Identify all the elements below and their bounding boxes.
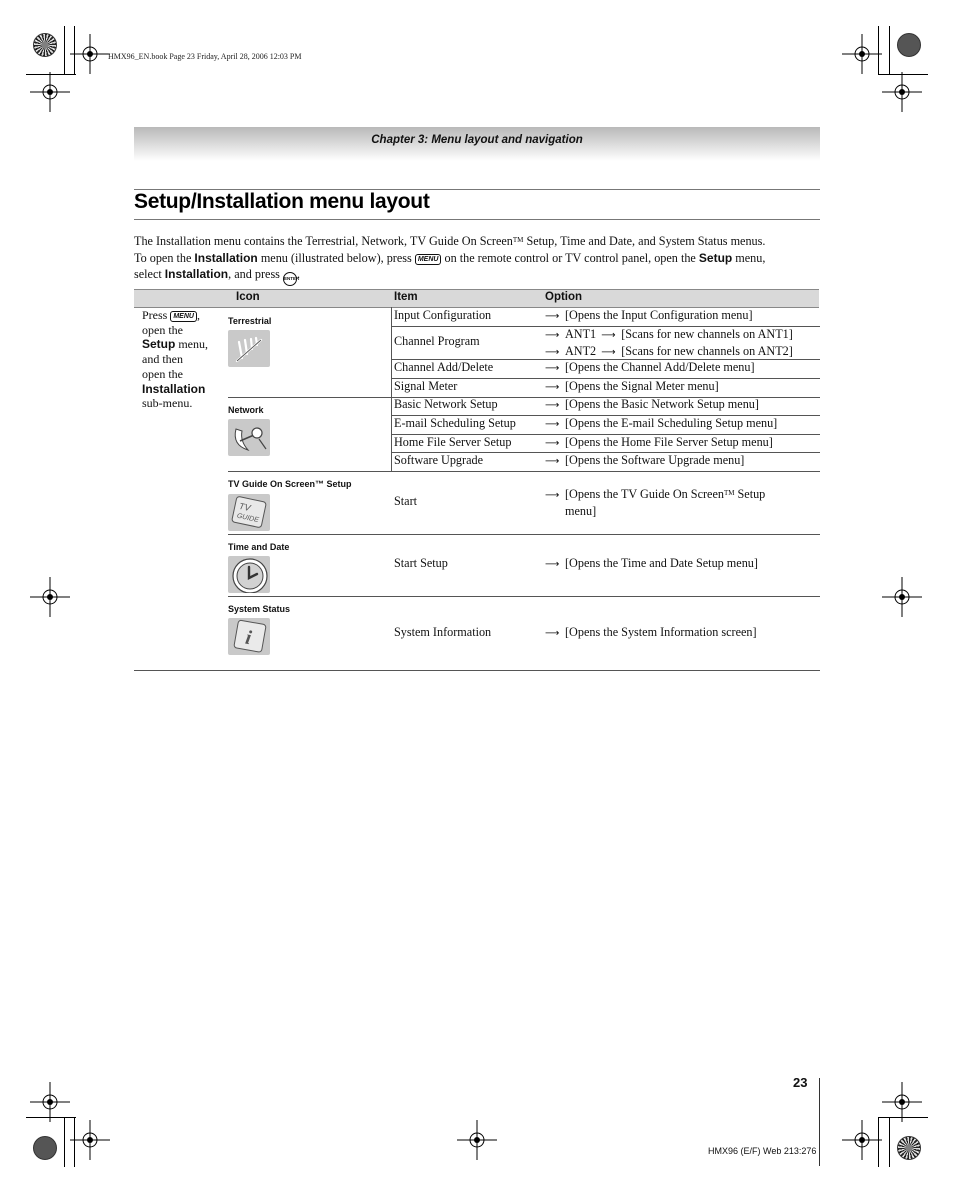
option-text: ANT1 bbox=[565, 327, 597, 341]
item-system-information: System Information bbox=[394, 625, 492, 639]
item-input-configuration: Input Configuration bbox=[394, 308, 492, 322]
option-cell bbox=[545, 397, 759, 414]
crosshair-icon bbox=[30, 577, 70, 617]
category-time-date: Time and Date bbox=[228, 542, 290, 552]
arrow-icon: ⟶ bbox=[545, 438, 560, 449]
arrow-icon: ⟶ bbox=[601, 346, 616, 358]
option-text: [Opens the Software Upgrade menu] bbox=[565, 453, 745, 467]
option-cell bbox=[545, 327, 793, 360]
option-cell bbox=[545, 625, 757, 642]
crosshair-icon bbox=[457, 1120, 497, 1160]
crosshair-icon bbox=[70, 1120, 110, 1160]
option-cell bbox=[545, 453, 744, 470]
category-terrestrial: Terrestrial bbox=[228, 316, 272, 326]
crosshair-icon bbox=[30, 1082, 70, 1122]
info-icon bbox=[228, 618, 270, 655]
arrow-icon: ⟶ bbox=[545, 456, 560, 467]
crosshair-icon bbox=[842, 34, 882, 74]
item-software-upgrade: Software Upgrade bbox=[394, 453, 484, 467]
tv-guide-icon-text: TV bbox=[238, 500, 252, 514]
intro-text: menu, bbox=[732, 250, 766, 265]
antenna-icon bbox=[228, 330, 270, 367]
option-cell bbox=[545, 556, 758, 573]
item-basic-network-setup: Basic Network Setup bbox=[394, 397, 498, 411]
arrow-icon: ⟶ bbox=[601, 330, 616, 341]
arrow-icon: ⟶ bbox=[545, 490, 560, 501]
column-header-option: Option bbox=[545, 291, 583, 303]
arrow-icon: ⟶ bbox=[545, 419, 560, 430]
option-text: [Opens the Channel Add/Delete menu] bbox=[565, 360, 755, 374]
footer-code: HMX96 (E/F) Web 213:276 bbox=[708, 1146, 817, 1156]
registration-target-icon bbox=[897, 33, 921, 57]
intro-text: select bbox=[134, 267, 165, 281]
option-text: [Scans for new channels on ANT2] bbox=[621, 343, 793, 358]
row-separator bbox=[228, 596, 820, 597]
option-text: [Opens the Home File Server Setup menu] bbox=[565, 435, 773, 449]
page-title: Setup/Installation menu layout bbox=[134, 190, 430, 213]
chapter-header bbox=[134, 127, 820, 161]
arrow-icon: ⟶ bbox=[545, 382, 560, 393]
table-bottom-rule bbox=[134, 670, 820, 671]
intro-text: To open the bbox=[134, 250, 195, 265]
arrow-icon: ⟶ bbox=[545, 346, 560, 358]
arrow-icon: ⟶ bbox=[545, 628, 560, 639]
trademark: TM bbox=[512, 236, 524, 244]
intro-text: . bbox=[296, 267, 301, 281]
row-separator bbox=[228, 471, 820, 472]
info-icon-text: i bbox=[243, 626, 254, 650]
menu-name: Setup bbox=[142, 337, 176, 352]
menu-name: Setup bbox=[698, 250, 733, 265]
item-channel-program: Channel Program bbox=[394, 334, 480, 348]
option-text: [Opens the Basic Network Setup menu] bbox=[565, 397, 759, 411]
menu-name: Installation bbox=[194, 250, 258, 265]
column-header-item: Item bbox=[394, 291, 418, 303]
registration-target-icon bbox=[897, 1136, 921, 1160]
intro-text: , and press bbox=[228, 267, 283, 281]
clock-icon bbox=[228, 556, 270, 593]
crop-line bbox=[64, 26, 65, 74]
registration-target-icon bbox=[33, 1136, 57, 1160]
instruction-cell bbox=[142, 308, 228, 411]
option-cell bbox=[545, 416, 777, 433]
option-text: ANT2 bbox=[565, 343, 597, 358]
menu-name: Installation bbox=[164, 267, 229, 281]
tv-guide-icon-text: GUIDE bbox=[236, 512, 260, 525]
crop-line bbox=[819, 1078, 820, 1166]
option-text: [Opens the TV Guide On Screen bbox=[565, 487, 724, 501]
intro-text: Setup, Time and Date, and System Status menus. bbox=[523, 234, 766, 248]
category-system-status: System Status bbox=[228, 604, 291, 614]
option-cell bbox=[545, 360, 755, 377]
crosshair-icon bbox=[842, 1120, 882, 1160]
arrow-icon: ⟶ bbox=[545, 311, 560, 322]
intro-text: menu (illustrated below), press bbox=[257, 250, 415, 265]
row-separator bbox=[228, 534, 820, 535]
trademark: TM bbox=[723, 489, 735, 497]
column-header-icon: Icon bbox=[236, 291, 260, 303]
arrow-icon: ⟶ bbox=[545, 400, 560, 411]
crosshair-icon bbox=[882, 1082, 922, 1122]
option-cell bbox=[545, 379, 719, 396]
instruction-text: and then bbox=[142, 352, 183, 367]
divider bbox=[134, 219, 820, 220]
file-info: HMX96_EN.book Page 23 Friday, April 28, 2006 12:03 PM bbox=[108, 52, 302, 61]
instruction-text: open the bbox=[142, 366, 183, 381]
crop-line bbox=[889, 1117, 890, 1167]
page-number: 23 bbox=[793, 1075, 808, 1090]
intro-text: on the remote control or TV control panel, open the bbox=[441, 250, 699, 265]
registration-target-icon bbox=[33, 33, 57, 57]
option-text: Setup bbox=[734, 487, 766, 501]
option-cell bbox=[545, 486, 765, 518]
instruction-text: open the bbox=[142, 322, 183, 337]
item-home-file-server-setup: Home File Server Setup bbox=[394, 435, 512, 449]
option-text: [Opens the E-mail Scheduling Setup menu] bbox=[565, 416, 778, 430]
item-start: Start bbox=[394, 494, 418, 508]
crosshair-icon bbox=[30, 72, 70, 112]
menu-name: Installation bbox=[142, 381, 206, 396]
crosshair-icon bbox=[882, 577, 922, 617]
option-text: [Opens the Input Configuration menu] bbox=[565, 308, 753, 322]
option-text: [Scans for new channels on ANT1] bbox=[621, 327, 793, 341]
satellite-dish-icon bbox=[228, 419, 270, 456]
option-cell bbox=[545, 308, 753, 325]
crop-line bbox=[64, 1117, 65, 1167]
category-tv-guide: TV Guide On Screen™ Setup bbox=[228, 479, 352, 489]
item-signal-meter: Signal Meter bbox=[394, 379, 458, 393]
column-separator bbox=[391, 307, 392, 471]
table-header bbox=[134, 289, 819, 308]
option-text: [Opens the Signal Meter menu] bbox=[565, 379, 719, 393]
arrow-icon: ⟶ bbox=[545, 559, 560, 570]
menu-button-icon: MENU bbox=[170, 311, 197, 322]
intro-paragraph bbox=[134, 232, 824, 286]
arrow-icon: ⟶ bbox=[545, 330, 560, 341]
crosshair-icon bbox=[882, 72, 922, 112]
item-channel-add-delete: Channel Add/Delete bbox=[394, 360, 494, 374]
tv-guide-icon bbox=[228, 494, 270, 531]
option-text: [Opens the System Information screen] bbox=[565, 625, 757, 639]
arrow-icon: ⟶ bbox=[545, 363, 560, 374]
option-text: menu] bbox=[565, 503, 597, 518]
crosshair-icon bbox=[70, 34, 110, 74]
instruction-text: , bbox=[196, 308, 200, 322]
instruction-text: Press bbox=[142, 308, 171, 322]
intro-text: The Installation menu contains the Terrestrial, Network, TV Guide On Screen bbox=[134, 234, 513, 248]
item-email-scheduling-setup: E-mail Scheduling Setup bbox=[394, 416, 516, 430]
chapter-title: Chapter 3: Menu layout and navigation bbox=[371, 134, 583, 146]
option-text: [Opens the Time and Date Setup menu] bbox=[565, 556, 758, 570]
item-start-setup: Start Setup bbox=[394, 556, 448, 570]
instruction-text: sub-menu. bbox=[142, 396, 193, 411]
instruction-text: menu, bbox=[175, 337, 209, 352]
menu-button-icon: MENU bbox=[415, 254, 442, 265]
category-network: Network bbox=[228, 405, 264, 415]
enter-button-icon: ENTER bbox=[283, 272, 297, 286]
crop-line bbox=[889, 26, 890, 74]
option-cell bbox=[545, 435, 773, 452]
